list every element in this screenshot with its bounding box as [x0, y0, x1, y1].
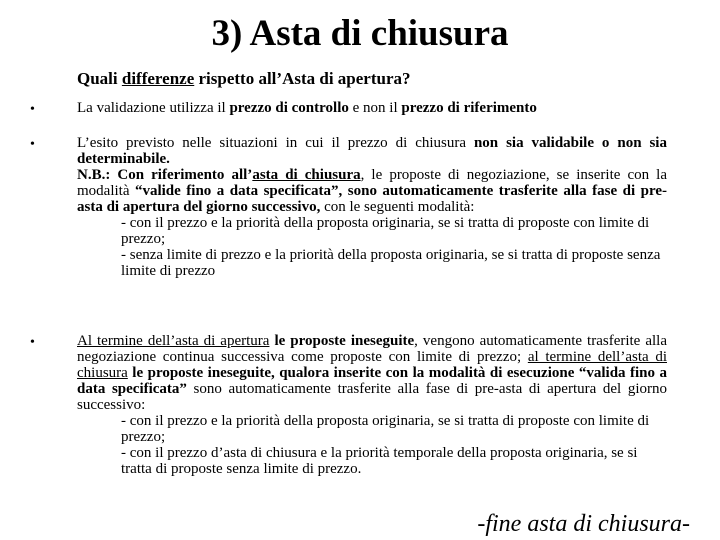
- question-underlined: differenze: [121, 69, 195, 88]
- bullet-1-marker: •: [30, 102, 35, 117]
- b2-sub1: - con il prezzo e la priorità della proposta originaria, se si tratta di proposte con limite di prezzo;: [121, 215, 650, 247]
- b2-b2: “valide fino a data specificata”, sono automaticamente trasferite alla fase di pre-asta di apertura del giorno successivo,: [77, 183, 667, 215]
- question-suffix: rispetto all’Asta di apertura?: [194, 69, 411, 88]
- b1-t1: La validazione utilizza il: [77, 100, 230, 116]
- question-prefix: Quali: [77, 69, 122, 88]
- bullet-2-text: [77, 135, 667, 279]
- b1-b2: prezzo di riferimento: [401, 100, 537, 116]
- b3-b1: le proposte ineseguite: [269, 333, 415, 349]
- b3-u1: Al termine dell’asta di apertura: [77, 333, 270, 349]
- bullet-2-marker: •: [30, 137, 35, 152]
- b2-b1: non sia validabile o non sia determinabile.: [77, 135, 667, 167]
- b2-t2: , le proposte di negoziazione, se inserite con la modalità: [77, 167, 667, 199]
- b3-sub2: - con il prezzo d’asta di chiusura e la priorità temporale della proposta originaria, se si tratta di proposte senza limite di prezzo.: [121, 445, 638, 477]
- b2-t3: con le seguenti modalità:: [320, 199, 475, 215]
- slide-title: 3) Asta di chiusura: [211, 13, 509, 54]
- b3-sub1: - con il prezzo e la priorità della proposta originaria, se si tratta di proposte con limite di prezzo;: [121, 413, 650, 445]
- b1-b1: prezzo di controllo: [229, 100, 349, 116]
- b3-t2: sono automaticamente trasferite alla fase di pre-asta di apertura del giorno successivo:: [77, 381, 667, 413]
- footer-text: -fine asta di chiusura-: [477, 511, 690, 537]
- b2-nb-underlined: asta di chiusura: [252, 167, 361, 183]
- b3-u2: al termine dell’asta di chiusura: [77, 349, 667, 381]
- b2-sub2: - senza limite di prezzo e la priorità della proposta originaria, se si tratta di proposte senza limite di prezzo: [121, 247, 661, 279]
- b2-nb-label: N.B.: Con riferimento all’: [77, 167, 253, 183]
- bullet-1-text: [77, 100, 667, 116]
- b3-t1: , vengono automaticamente trasferite alla negoziazione continua successiva come proposte con limite di prezzo;: [77, 333, 667, 365]
- b2-t1: L’esito previsto nelle situazioni in cui il prezzo di chiusura: [77, 135, 474, 151]
- bullet-3-text: [77, 333, 667, 477]
- question-heading: [77, 68, 411, 90]
- b3-b2: le proposte ineseguite, qualora inserite con la modalità di esecuzione “valida fino a data specificata”: [77, 365, 667, 397]
- b1-t2: e non il: [348, 100, 402, 116]
- bullet-3-marker: •: [30, 335, 35, 350]
